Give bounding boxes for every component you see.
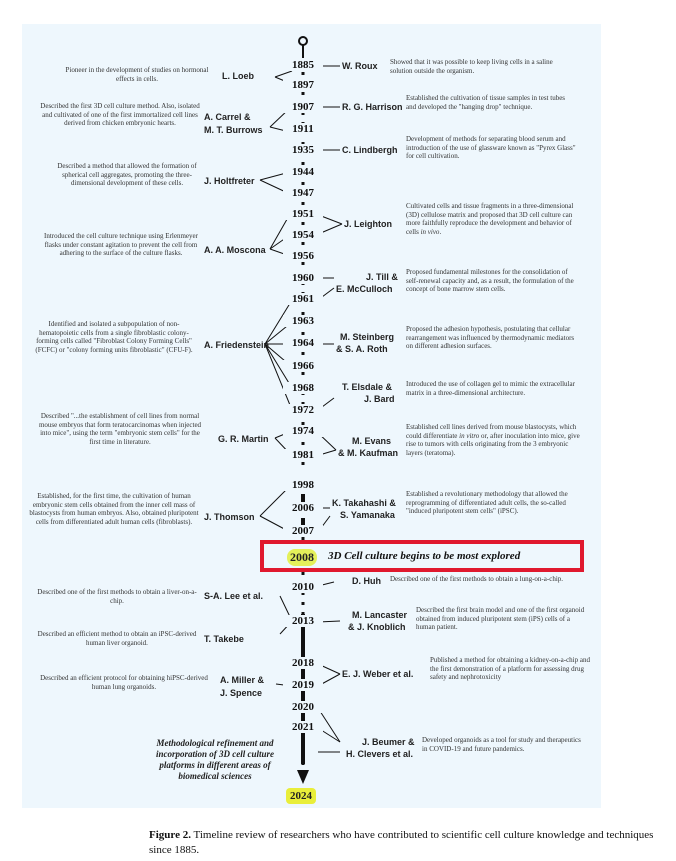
year-label: 1935 bbox=[283, 144, 323, 156]
event-description: Established cell lines derived from mouse blastocysts, which could differentiate in vitro or, after inoculation into mice, give rise to tumors with cells originating from the 3 embryonic layers (teratoma). bbox=[406, 423, 580, 457]
event-description: Development of methods for separating blood serum and introduction of the use of glassware known as "Pyrex Glass" for cell cultivation. bbox=[406, 135, 576, 160]
event-description: Proposed the adhesion hypothesis, postulating that cellular rearrangement was influenced by thermodynamic mediators on different adhesion surfaces. bbox=[406, 325, 575, 350]
year-label: 2010 bbox=[283, 581, 323, 593]
year-label: 1981 bbox=[283, 449, 323, 461]
researcher-name: G. R. Martin bbox=[218, 434, 269, 444]
event-description: Described the first brain model and one of the first organoid obtained from induced pluripotent stem (iPS) cells of a human patient. bbox=[416, 606, 585, 631]
methodology-note: Methodological refinement and incorporation of 3D cell culture platforms in different areas of biomedical sciences bbox=[155, 738, 274, 781]
year-label: 1968 bbox=[283, 382, 323, 394]
timeline-figure bbox=[22, 24, 601, 808]
year-label: 1956 bbox=[283, 250, 323, 262]
year-label: 1954 bbox=[283, 229, 323, 241]
caption-text: Timeline review of researchers who have contributed to scientific cell culture knowledge and techniques since 1885. bbox=[149, 829, 654, 856]
researcher-name: M. Lancaster bbox=[352, 610, 408, 620]
researcher-name: S-A. Lee et al. bbox=[204, 591, 264, 601]
year-label: 1897 bbox=[283, 79, 323, 91]
event-description: Identified and isolated a subpopulation of non-hematopoietic cells from a single fibroblastic colony-forming cells called "Fibroblast Colony Forming Cells" (FCFC) or "colony forming units fibroblastic" (CFU-F). bbox=[35, 320, 193, 354]
researcher-name: J. Holtfreter bbox=[204, 176, 255, 186]
year-label: 1974 bbox=[283, 425, 323, 437]
year-label: 2018 bbox=[283, 657, 323, 669]
event-description: Published a method for obtaining a kidney-on-a-chip and the first demonstration of a platform for assessing drug safety and nephrotoxicity bbox=[430, 656, 590, 681]
researcher-name: & M. Kaufman bbox=[338, 448, 399, 458]
researcher-name: J. Bard bbox=[364, 394, 395, 404]
event-description: Described "...the establishment of cell lines from normal mouse embryos that form teratocarcinomas when injected into mice", using the term "embryonic stem cells" for the first time in literature. bbox=[38, 412, 202, 446]
year-label: 2013 bbox=[283, 615, 323, 627]
year-label: 2007 bbox=[283, 525, 323, 537]
year-label: 1885 bbox=[283, 59, 323, 71]
researcher-name: H. Clevers et al. bbox=[346, 749, 414, 759]
year-label: 1966 bbox=[283, 360, 323, 372]
event-description: Established, for the first time, the cultivation of human embryonic stem cells obtained from the inner cell mass of blastocysts from human embryos. Also, obtained pluripotent cells from differentiated adult human cells (fibroblasts). bbox=[29, 492, 199, 526]
event-description: Described the first 3D cell culture method. Also, isolated and cultivated of one of the first immortalized cell lines derived from chicken embryonic hearts. bbox=[40, 102, 200, 127]
year-label: 1944 bbox=[283, 166, 323, 178]
researcher-name: & S. A. Roth bbox=[336, 344, 388, 354]
researcher-name: R. G. Harrison bbox=[342, 102, 403, 112]
year-label: 2019 bbox=[283, 679, 323, 691]
researcher-name: W. Roux bbox=[342, 61, 378, 71]
researcher-name: A. A. Moscona bbox=[204, 245, 266, 255]
year-label: 1947 bbox=[283, 187, 323, 199]
researcher-name: T. Takebe bbox=[204, 634, 244, 644]
event-description: Described a method that allowed the formation of spherical cell aggregates, promoting the three-dimensional development of these cells. bbox=[57, 162, 197, 187]
event-description: Proposed fundamental milestones for the consolidation of self-renewal capacity and, as a result, the formulation of the concept of bone marrow stem cells. bbox=[406, 268, 574, 293]
event-description: Described an efficient method to obtain an iPSC-derived human liver organoid. bbox=[37, 630, 197, 647]
researcher-name: L. Loeb bbox=[222, 71, 254, 81]
year-label: 1911 bbox=[283, 123, 323, 135]
researcher-name: S. Yamanaka bbox=[340, 510, 395, 520]
researcher-name: J. Thomson bbox=[204, 512, 255, 522]
event-description: Described one of the first methods to obtain a liver-on-a-chip. bbox=[37, 588, 197, 605]
researcher-name: C. Lindbergh bbox=[342, 145, 398, 155]
event-description: Established the cultivation of tissue samples in test tubes and developed the "hanging drop" technique. bbox=[406, 94, 566, 111]
timeline-arrow bbox=[297, 770, 309, 784]
year-label: 2020 bbox=[283, 701, 323, 713]
researcher-name: M. Evans bbox=[352, 436, 392, 446]
event-description: Introduced the use of collagen gel to mimic the extracellular matrix in a three-dimensional architecture. bbox=[406, 380, 575, 397]
researcher-name: D. Huh bbox=[352, 576, 381, 586]
researcher-name: A. Carrel & bbox=[204, 112, 251, 122]
researcher-name: J. Spence bbox=[220, 688, 263, 698]
researcher-name: & J. Knoblich bbox=[348, 622, 406, 632]
year-label: 1961 bbox=[283, 293, 323, 305]
researcher-name: M. T. Burrows bbox=[204, 125, 263, 135]
event-description: Established a revolutionary methodology that allowed the reprogramming of differentiated adult cells, the so-called "induced pluripotent stem cells" (iPSC). bbox=[406, 490, 568, 515]
year-label: 1964 bbox=[283, 337, 323, 349]
event-description: Described one of the first methods to obtain a lung-on-a-chip. bbox=[390, 575, 564, 583]
researcher-name: T. Elsdale & bbox=[342, 382, 393, 392]
year-label: 2006 bbox=[283, 502, 323, 514]
researcher-name: K. Takahashi & bbox=[332, 498, 396, 508]
event-description: Described an efficient protocol for obtaining hiPSC-derived human lung organoids. bbox=[40, 674, 208, 691]
event-description: Introduced the cell culture technique using Erlenmeyer flasks under constant agitation to prevent the cell from adhering to the surface of the culture flasks. bbox=[44, 232, 198, 257]
year-label: 2021 bbox=[283, 721, 323, 733]
event-description: Developed organoids as a tool for study and therapeutics in COVID-19 and future pandemics. bbox=[422, 736, 581, 753]
year-label: 1951 bbox=[283, 208, 323, 220]
researcher-name: A. Friedenstein bbox=[204, 340, 270, 350]
year-label: 1960 bbox=[283, 272, 323, 284]
year-label: 1998 bbox=[283, 479, 323, 491]
year-label: 1972 bbox=[283, 404, 323, 416]
event-description: Pioneer in the development of studies on hormonal effects in cells. bbox=[65, 66, 209, 83]
highlight-year: 2008 bbox=[287, 549, 317, 566]
caption-label: Figure 2. bbox=[149, 829, 191, 841]
researcher-name: J. Till & bbox=[366, 272, 398, 282]
researcher-name: E. McCulloch bbox=[336, 284, 393, 294]
figure-caption bbox=[149, 828, 659, 858]
highlight-text: 3D Cell culture begins to be most explored bbox=[328, 550, 521, 562]
end-year-label: 2024 bbox=[286, 788, 316, 804]
year-label: 1963 bbox=[283, 315, 323, 327]
researcher-name: M. Steinberg bbox=[340, 332, 395, 342]
timeline-start-marker bbox=[299, 37, 307, 45]
researcher-name: A. Miller & bbox=[220, 675, 265, 685]
event-description: Cultivated cells and tissue fragments in a three-dimensional (3D) cellulose matrix and proposed that 3D cell culture can more faithfully reproduce the development and behavior of cells in vivo. bbox=[406, 202, 574, 236]
year-label: 1907 bbox=[283, 101, 323, 113]
researcher-name: J. Leighton bbox=[344, 219, 392, 229]
researcher-name: E. J. Weber et al. bbox=[342, 669, 414, 679]
researcher-name: J. Beumer & bbox=[362, 737, 415, 747]
event-description: Showed that it was possible to keep living cells in a saline solution outside the organism. bbox=[390, 58, 553, 75]
